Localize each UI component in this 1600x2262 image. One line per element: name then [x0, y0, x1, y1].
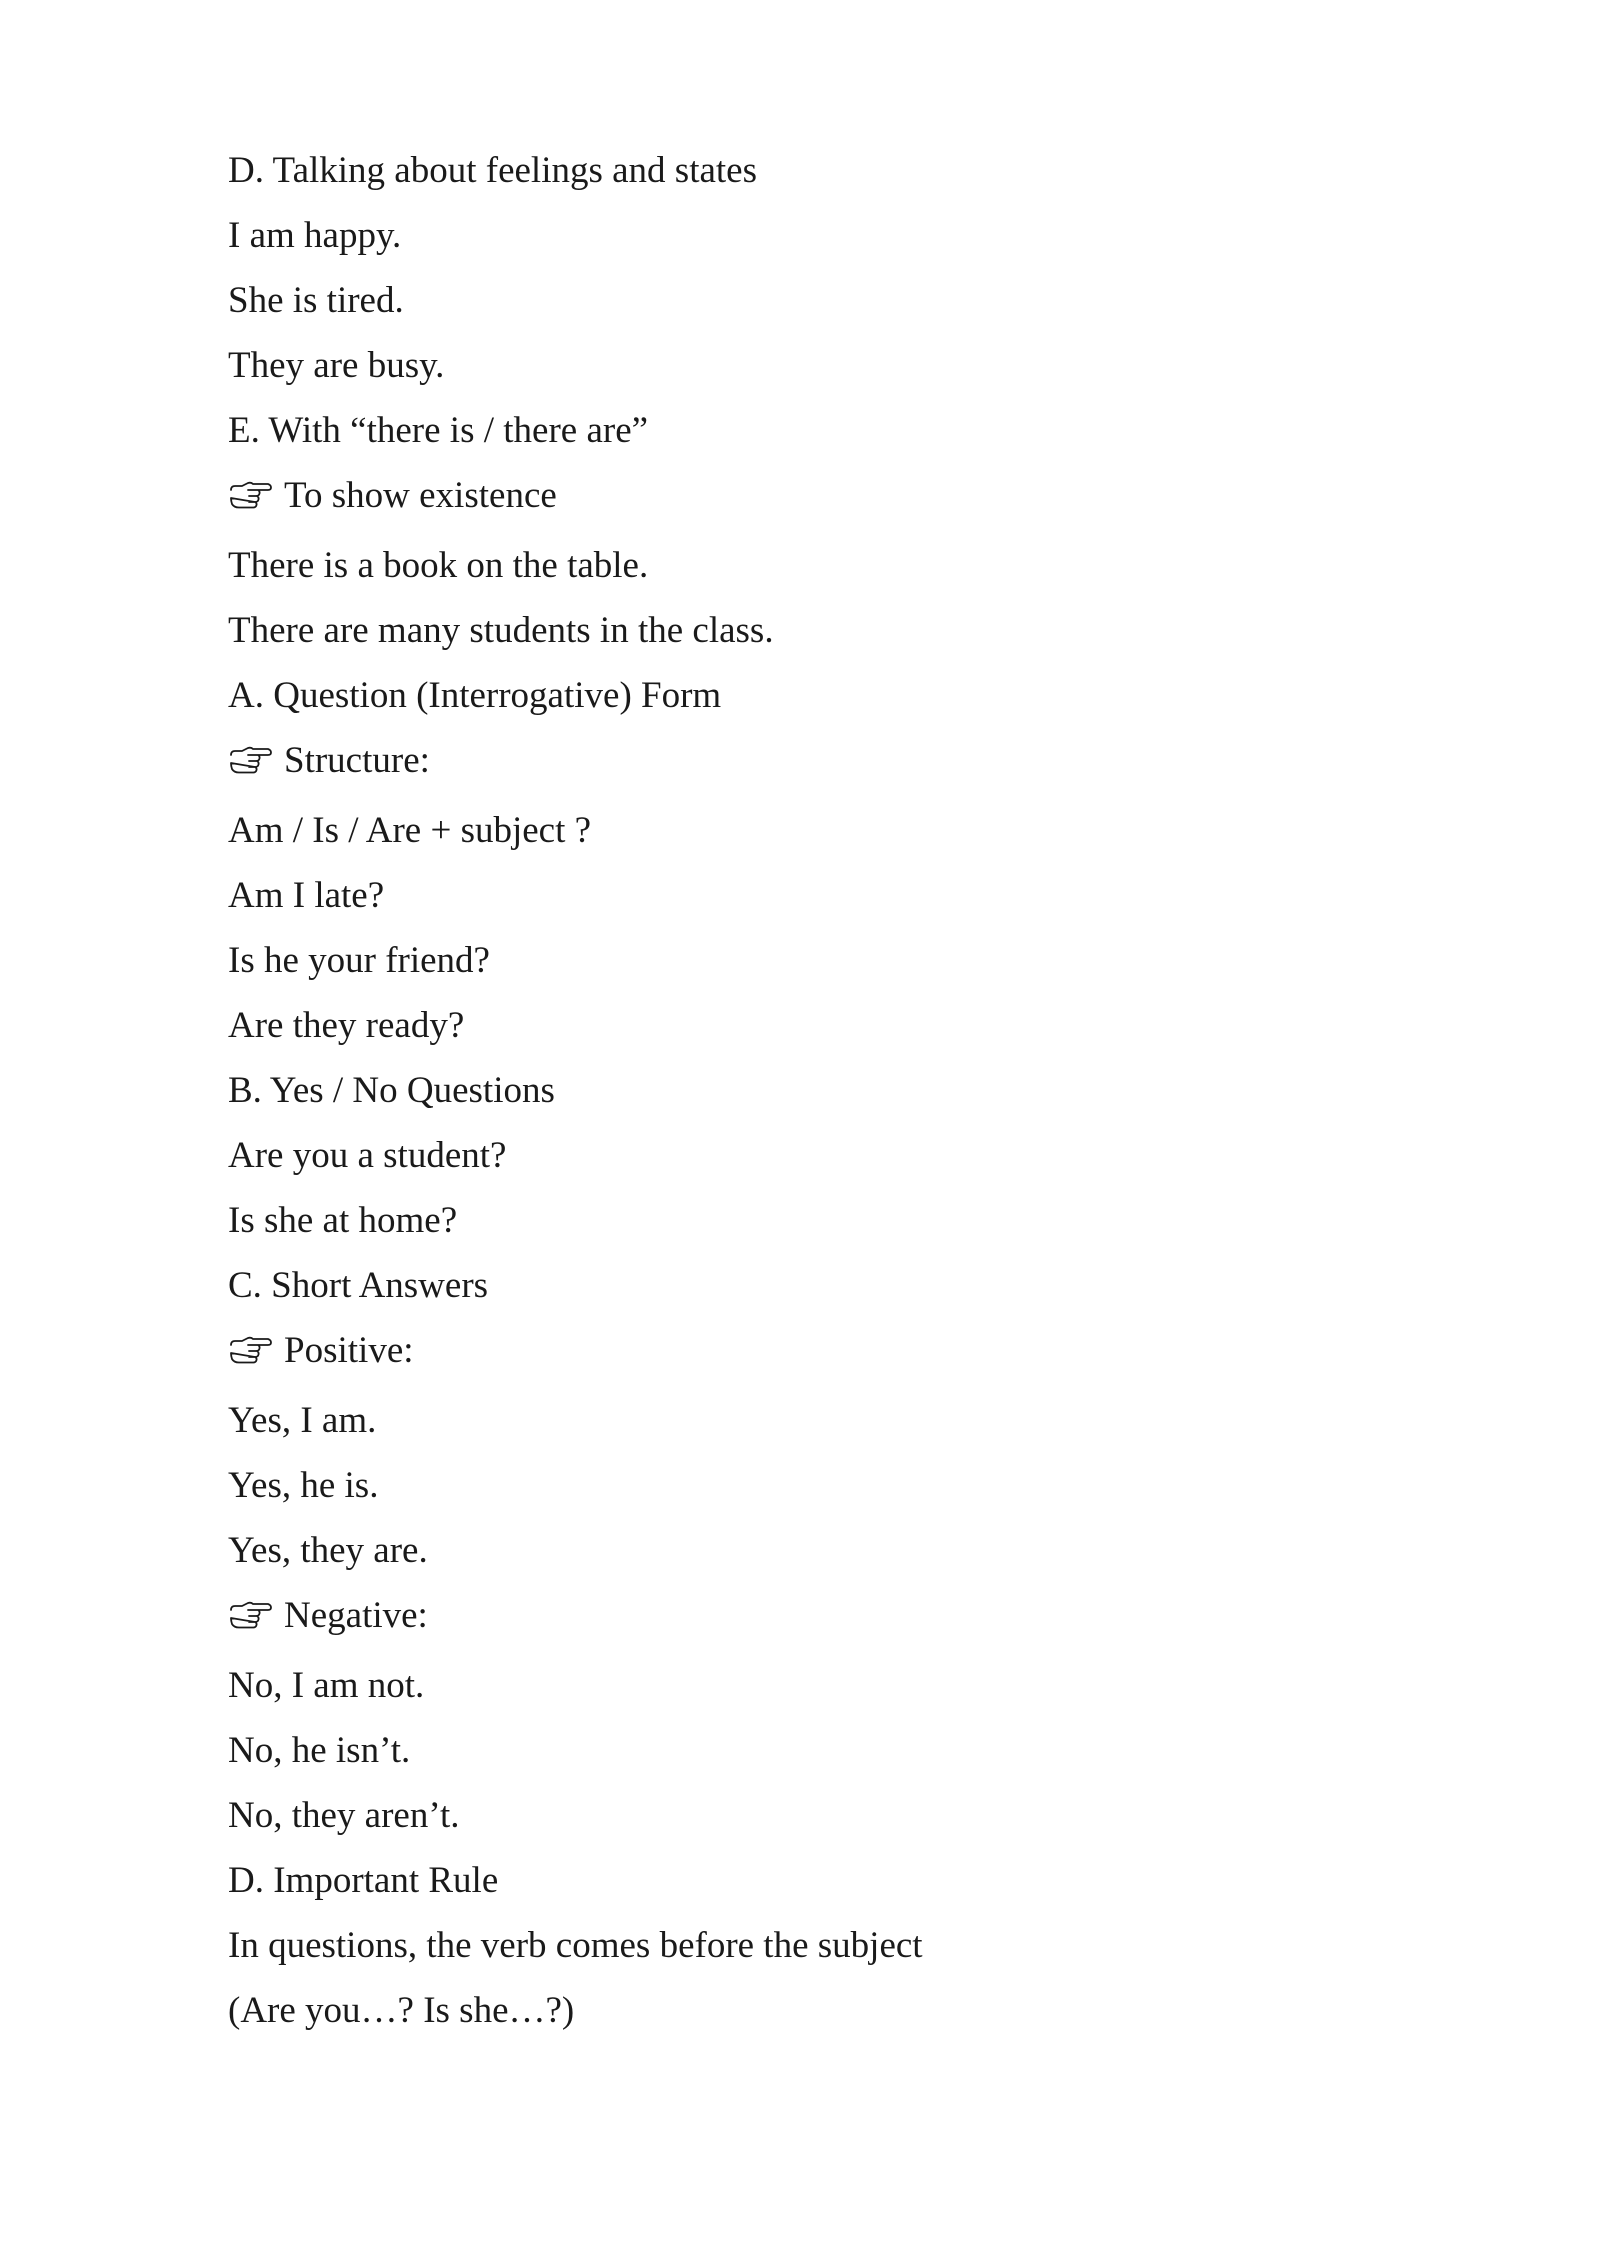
- section-heading: [228, 148, 1428, 193]
- example-line: [228, 938, 1428, 983]
- line-text: (Are you…? Is she…?): [228, 1990, 575, 2031]
- example-line: [228, 1463, 1428, 1508]
- example-line: [228, 213, 1428, 258]
- line-text: E. With “there is / there are”: [228, 410, 649, 451]
- line-text: She is tired.: [228, 280, 404, 321]
- example-line: [228, 1728, 1428, 1773]
- example-line: [228, 1003, 1428, 1048]
- line-text: Yes, I am.: [228, 1400, 377, 1441]
- rule-text: [228, 1988, 1428, 2033]
- example-line: [228, 873, 1428, 918]
- example-line: [228, 608, 1428, 653]
- pointer-line: [228, 1593, 1428, 1638]
- line-text: Positive:: [284, 1330, 414, 1371]
- section-heading: [228, 1263, 1428, 1308]
- line-text: Structure:: [284, 740, 430, 781]
- line-text: C. Short Answers: [228, 1265, 489, 1306]
- section-heading: [228, 673, 1428, 718]
- line-text: A. Question (Interrogative) Form: [228, 675, 722, 716]
- line-text: B. Yes / No Questions: [228, 1070, 555, 1111]
- line-text: Negative:: [284, 1595, 428, 1636]
- pointing-hand-icon: [228, 1336, 274, 1366]
- example-line: [228, 1398, 1428, 1443]
- line-text: There is a book on the table.: [228, 545, 649, 586]
- line-text: Am / Is / Are + subject ?: [228, 810, 592, 851]
- example-line: [228, 543, 1428, 588]
- line-text: Are they ready?: [228, 1005, 465, 1046]
- pointer-line: [228, 473, 1428, 518]
- pointer-line: [228, 1328, 1428, 1373]
- example-line: [228, 1133, 1428, 1178]
- pointing-hand-icon: [228, 746, 274, 776]
- section-heading: [228, 1858, 1428, 1903]
- section-heading: [228, 408, 1428, 453]
- line-text: In questions, the verb comes before the subject: [228, 1925, 923, 1966]
- example-line: [228, 278, 1428, 323]
- line-text: D. Important Rule: [228, 1860, 499, 1901]
- line-text: I am happy.: [228, 215, 402, 256]
- example-line: [228, 1793, 1428, 1838]
- line-text: No, I am not.: [228, 1665, 425, 1706]
- pointing-hand-icon: [228, 481, 274, 511]
- line-text: To show existence: [284, 475, 557, 516]
- line-text: D. Talking about feelings and states: [228, 150, 758, 191]
- example-line: [228, 343, 1428, 388]
- example-line: [228, 1528, 1428, 1573]
- line-text: Is she at home?: [228, 1200, 458, 1241]
- line-text: There are many students in the class.: [228, 610, 774, 651]
- rule-text: [228, 1923, 1428, 1968]
- section-heading: [228, 1068, 1428, 1113]
- line-text: Yes, he is.: [228, 1465, 379, 1506]
- line-text: Are you a student?: [228, 1135, 507, 1176]
- line-text: Am I late?: [228, 875, 385, 916]
- line-text: No, they aren’t.: [228, 1795, 460, 1836]
- pointing-hand-icon: [228, 1601, 274, 1631]
- example-line: [228, 1663, 1428, 1708]
- pointer-line: [228, 738, 1428, 783]
- example-line: [228, 1198, 1428, 1243]
- line-text: No, he isn’t.: [228, 1730, 411, 1771]
- line-text: Yes, they are.: [228, 1530, 428, 1571]
- line-text: Is he your friend?: [228, 940, 490, 981]
- example-line: [228, 808, 1428, 853]
- document-body: [228, 148, 1428, 2053]
- line-text: They are busy.: [228, 345, 445, 386]
